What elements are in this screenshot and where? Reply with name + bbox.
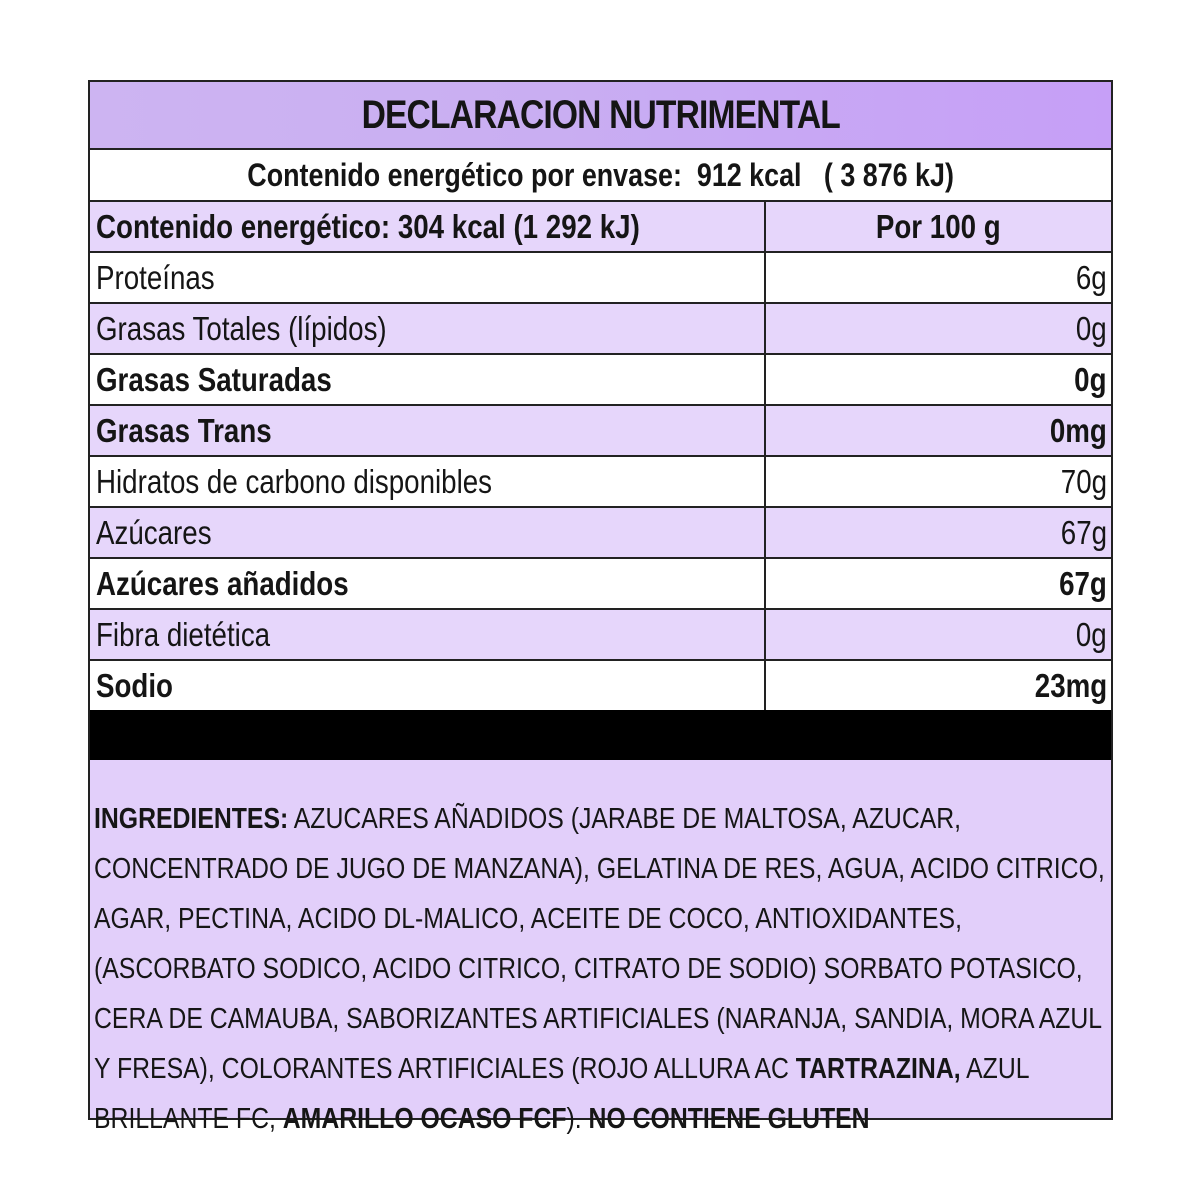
energy-per-package-row: [90, 150, 1111, 202]
nutrient-name: Grasas Totales (lípidos): [96, 309, 387, 347]
nutrient-value-cell: [766, 355, 1111, 404]
nutrient-name: Proteínas: [96, 258, 215, 296]
nutrient-name: Azúcares: [96, 513, 212, 551]
ingredients-bold-2: AMARILLO OCASO FCF: [282, 1103, 567, 1135]
black-separator-bar: [90, 710, 1111, 760]
table-row: [90, 559, 1111, 610]
nutrient-name-cell: [90, 355, 766, 404]
ingredients-section: [90, 760, 1111, 1135]
ingredients-bold-1: TARTRAZINA,: [795, 1053, 961, 1085]
ingredients-bold-3: NO CONTIENE GLUTEN: [588, 1103, 870, 1135]
nutrient-value-cell: [766, 253, 1111, 302]
table-row: [90, 457, 1111, 508]
energy-per-package: Contenido energético por envase: 912 kcal ( 3 876 kJ): [247, 156, 954, 193]
ingredients-part-2: AZUL BRILLANTE FC,: [94, 1053, 1029, 1135]
nutrient-value: 0g: [1076, 309, 1107, 347]
nutrition-label: [88, 80, 1113, 1135]
nutrient-name-cell: [90, 457, 766, 506]
nutrient-value: 0g: [1076, 615, 1107, 653]
nutrient-value-cell: [766, 457, 1111, 506]
table-row: [90, 661, 1111, 712]
ingredients-lead: INGREDIENTES:: [94, 803, 289, 835]
header-right-cell: [766, 202, 1111, 251]
nutrient-value: 67g: [1060, 513, 1107, 551]
ingredients-part-3: ).: [566, 1103, 589, 1135]
label-title: DECLARACION NUTRIMENTAL: [361, 92, 840, 137]
nutrient-name: Grasas Trans: [96, 411, 272, 449]
nutrient-name-cell: [90, 406, 766, 455]
nutrient-name-cell: [90, 610, 766, 659]
nutrient-name: Fibra dietética: [96, 615, 271, 653]
nutrient-value-cell: [766, 559, 1111, 608]
nutrient-value-cell: [766, 661, 1111, 710]
table-row: [90, 508, 1111, 559]
ingredients-part-1: AZUCARES AÑADIDOS (JARABE DE MALTOSA, AZUCAR, CONCENTRADO DE JUGO DE MANZANA), GELATINA DE RES, AGUA, ACIDO CITRICO, AGAR, PECTINA, ACIDO DL-MALICO, ACEITE DE COCO, ANTIOXIDANTES, (ASCORBATO SODICO, ACIDO CITRICO, CITRATO DE SODIO) SORBATO POTASICO, CERA DE CAMAUBA, SABORIZANTES ARTIFICIALES (NARANJA, SANDIA, MORA AZUL Y FRESA), COLORANTES ARTIFICIALES (ROJO ALLURA AC: [94, 803, 1105, 1085]
table-row: [90, 355, 1111, 406]
table-row: [90, 610, 1111, 661]
nutrient-name-cell: [90, 559, 766, 608]
nutrient-value: 23mg: [1034, 666, 1107, 704]
header-left-cell: [90, 202, 766, 251]
table-row: [90, 304, 1111, 355]
nutrient-name-cell: [90, 304, 766, 353]
nutrient-name-cell: [90, 253, 766, 302]
header-per-100g: Por 100 g: [876, 207, 1001, 245]
nutrient-name: Hidratos de carbono disponibles: [96, 462, 493, 500]
nutrient-value-cell: [766, 304, 1111, 353]
table-header-row: [90, 202, 1111, 253]
nutrient-name-cell: [90, 508, 766, 557]
ingredients-text: [94, 794, 1111, 1144]
table-row: [90, 253, 1111, 304]
title-band: [90, 82, 1111, 150]
nutrient-value: 6g: [1076, 258, 1107, 296]
nutrient-value: 0g: [1074, 360, 1107, 398]
nutrient-name: Grasas Saturadas: [96, 360, 332, 398]
nutrient-table: [90, 202, 1111, 712]
header-energy: Contenido energético: 304 kcal (1 292 kJ): [96, 207, 640, 245]
nutrient-value: 0mg: [1049, 411, 1107, 449]
table-row: [90, 406, 1111, 457]
nutrient-name-cell: [90, 661, 766, 710]
nutrient-value-cell: [766, 610, 1111, 659]
nutrient-value-cell: [766, 406, 1111, 455]
nutrient-name: Sodio: [96, 666, 173, 704]
nutrient-name: Azúcares añadidos: [96, 564, 349, 602]
nutrient-value-cell: [766, 508, 1111, 557]
nutrient-value: 67g: [1059, 564, 1107, 602]
nutrient-value: 70g: [1060, 462, 1107, 500]
